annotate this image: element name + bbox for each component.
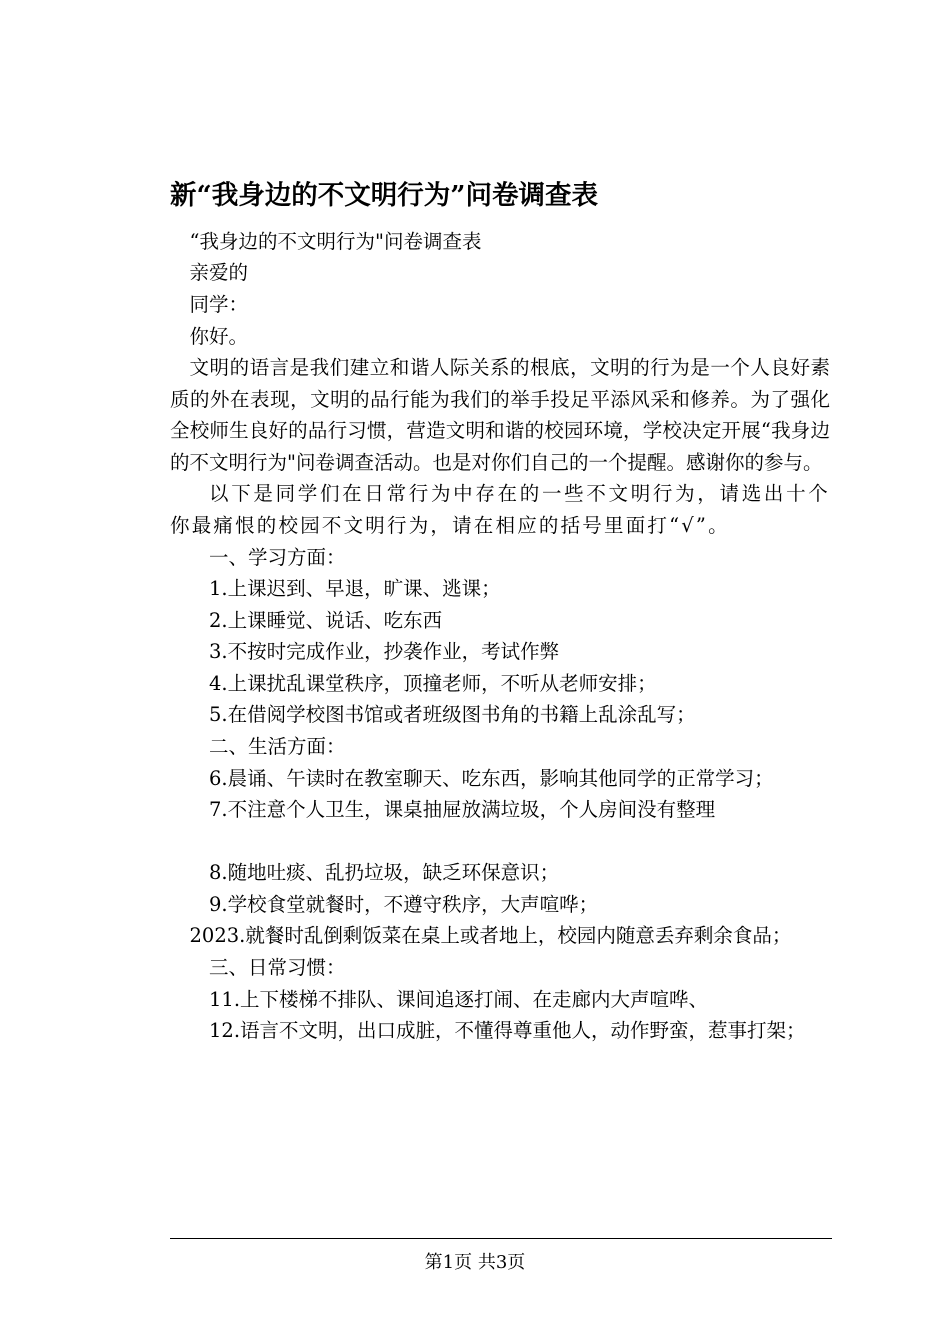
paragraph: 11.上下楼梯不排队、课间追逐打闹、在走廊内大声喧哗、 <box>209 987 709 1011</box>
paragraph: 2023.就餐时乱倒剩饭菜在桌上或者地上，校园内随意丢弃剩余食品； <box>189 924 792 948</box>
paragraph: 8.随地吐痰、乱扔垃圾，缺乏环保意识； <box>209 861 560 885</box>
paragraph: 4.上课扰乱课堂秩序，顶撞老师，不听从老师安排； <box>209 671 657 695</box>
paragraph: 亲爱的 <box>189 261 249 285</box>
paragraph: 以下是同学们在日常行为中存在的一些不文明行为，请选出十个你最痛恨的校园不文明行为，请在相应的括号里面打“√”。 <box>170 482 830 537</box>
paragraph: 三、日常习惯： <box>209 956 346 980</box>
paragraph: 9.学校食堂就餐时，不遵守秩序，大声喧哗； <box>209 892 599 916</box>
paragraph: 你好。 <box>189 324 249 348</box>
paragraph: 3.不按时完成作业，抄袭作业，考试作弊 <box>209 640 560 664</box>
document-paragraphs <box>170 226 830 1047</box>
paragraph: 二、生活方面： <box>209 735 346 759</box>
paragraph: 6.晨诵、午读时在教室聊天、吃东西，影响其他同学的正常学习； <box>209 766 774 790</box>
paragraph: 文明的语言是我们建立和谐人际关系的根底，文明的行为是一个人良好素质的外在表现，文明的品行能为我们的举手投足平添风采和修养。为了强化全校师生良好的品行习惯，营造文明和谐的校园环境，学校决定开展“我身边的不文明行为"问卷调查活动。也是对你们自己的一个提醒。感谢你的参与。 <box>170 356 830 474</box>
paragraph: 2.上课睡觉、说话、吃东西 <box>209 608 443 632</box>
paragraph: “我身边的不文明行为"问卷调查表 <box>189 229 482 253</box>
paragraph: 1.上课迟到、早退，旷课、逃课； <box>209 577 501 601</box>
paragraph: 同学： <box>189 292 249 316</box>
page-footer: 第1页 共3页 <box>424 1252 526 1273</box>
page-title: 新“我身边的不文明行为”问卷调查表 <box>170 180 598 211</box>
paragraph: 12.语言不文明，出口成脏，不懂得尊重他人，动作野蛮，惹事打架； <box>209 1019 806 1043</box>
paragraph: 7.不注意个人卫生，课桌抽屉放满垃圾，个人房间没有整理 <box>209 798 716 822</box>
paragraph: 一、学习方面： <box>209 545 346 569</box>
document-body <box>170 178 830 1047</box>
paragraph: 5.在借阅学校图书馆或者班级图书角的书籍上乱涂乱写； <box>209 703 696 727</box>
blank-line <box>170 826 830 858</box>
footer-divider <box>170 1238 832 1239</box>
